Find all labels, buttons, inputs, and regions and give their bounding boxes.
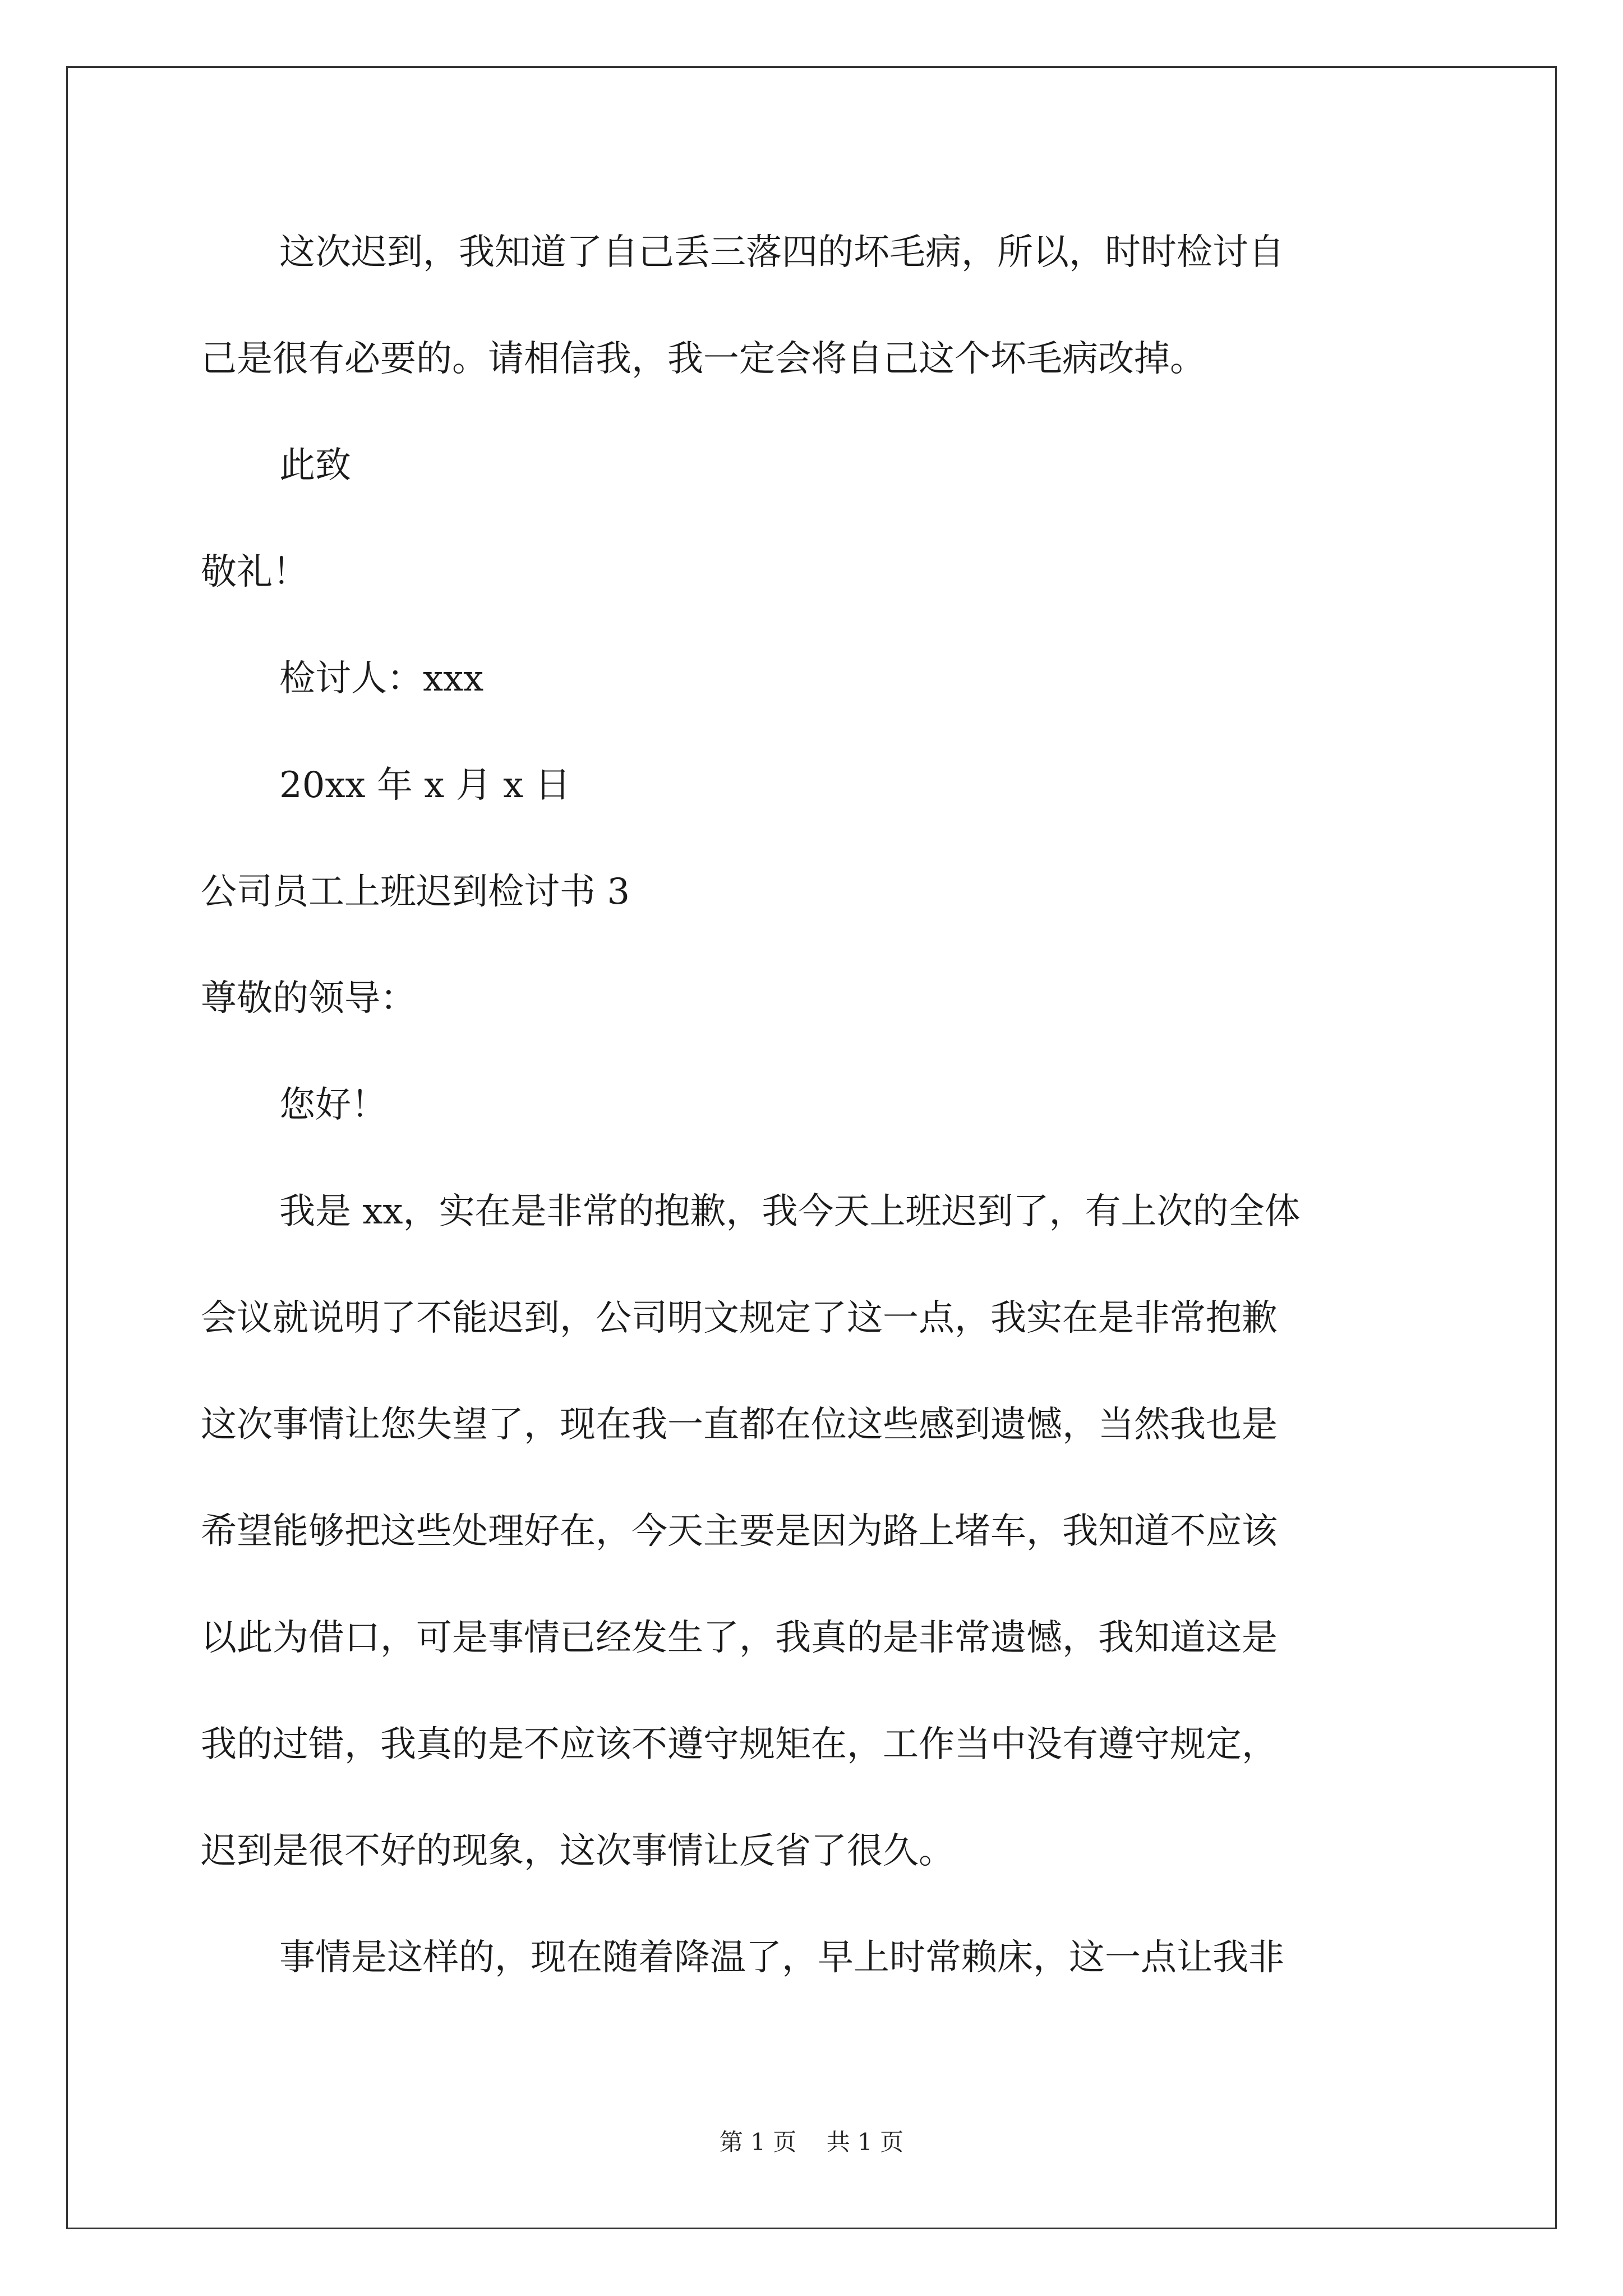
paragraph-line: 这次迟到，我知道了自己丢三落四的坏毛病，所以，时时检讨自 bbox=[279, 232, 1284, 273]
paragraph-line: 这次事情让您失望了，现在我一直都在位这些感到遗憾，当然我也是 bbox=[201, 1404, 1278, 1446]
closing-salutation: 此致 bbox=[279, 445, 351, 486]
greeting-recipient: 尊敬的领导： bbox=[201, 978, 416, 1019]
paragraph-line: 事情是这样的，现在随着降温了，早上时常赖床，这一点让我非 bbox=[279, 1937, 1284, 1978]
paragraph-line: 以此为借口，可是事情已经发生了，我真的是非常遗憾，我知道这是 bbox=[201, 1617, 1278, 1659]
page-footer: 第 1 页 共 1 页 bbox=[719, 2128, 904, 2156]
paragraph-line: 己是很有必要的。请相信我，我一定会将自己这个坏毛病改掉。 bbox=[201, 338, 1206, 380]
paragraph-line: 希望能够把这些处理好在，今天主要是因为路上堵车，我知道不应该 bbox=[201, 1511, 1278, 1552]
greeting: 您好！ bbox=[279, 1084, 387, 1126]
closing-regards: 敬礼！ bbox=[201, 551, 308, 593]
paragraph-line: 我是 xx，实在是非常的抱歉，我今天上班迟到了，有上次的全体 bbox=[279, 1191, 1301, 1232]
paragraph-line: 会议就说明了不能迟到，公司明文规定了这一点，我实在是非常抱歉 bbox=[201, 1297, 1278, 1339]
signature-name: 检讨人：xxx bbox=[279, 658, 484, 700]
signature-date: 20xx 年 x 月 x 日 bbox=[279, 765, 571, 806]
page-border bbox=[66, 66, 1557, 2229]
paragraph-line: 迟到是很不好的现象，这次事情让反省了很久。 bbox=[201, 1830, 955, 1872]
paragraph-line: 我的过错，我真的是不应该不遵守规矩在，工作当中没有遵守规定， bbox=[201, 1724, 1278, 1765]
section-title: 公司员工上班迟到检讨书 3 bbox=[201, 871, 630, 913]
